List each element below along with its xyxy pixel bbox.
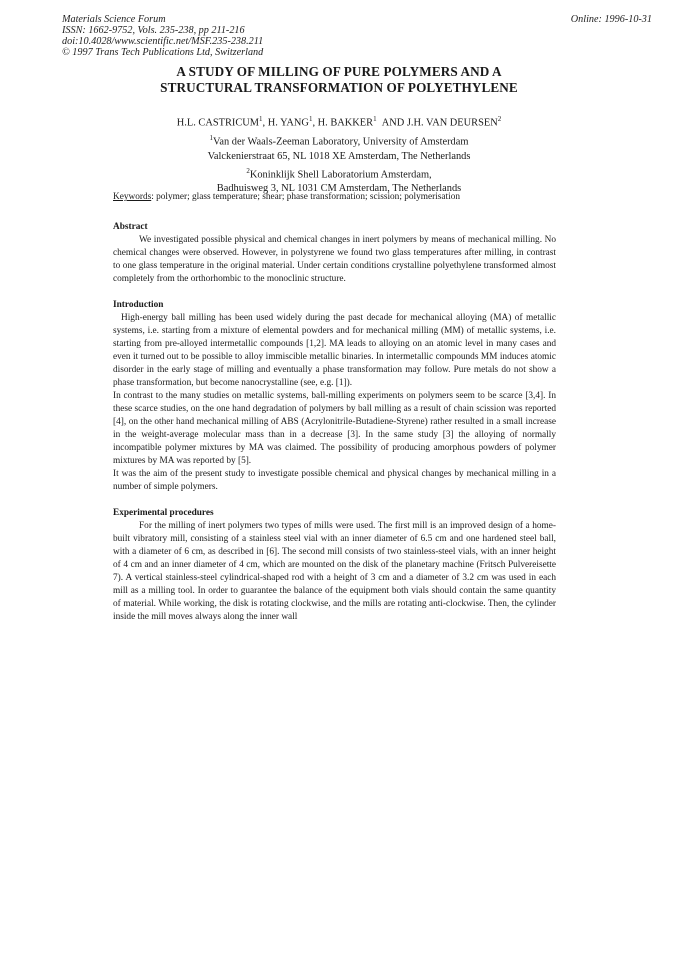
copyright-line: © 1997 Trans Tech Publications Ltd, Switzerland — [62, 47, 264, 58]
author-name: AND J.H. VAN DEURSEN — [381, 117, 498, 129]
author-name: H.L. CASTRICUM — [176, 117, 260, 129]
paper-title — [100, 64, 578, 96]
author-separator: , — [312, 117, 318, 129]
affiliation-2-address: Badhuisweg 3, NL 1031 CM Amsterdam, The Netherlands — [216, 183, 462, 195]
affiliation-mark: 1 — [373, 115, 377, 123]
introduction-paragraph-3: It was the aim of the present study to investigate possible chemical and physical changes by mechanical milling in a number of simple polymers. — [113, 469, 556, 492]
issn-line: ISSN: 1662-9752, Vols. 235-238, pp 211-216 — [62, 25, 245, 36]
experimental-heading: Experimental procedures — [113, 508, 214, 518]
abstract-heading: Abstract — [113, 222, 148, 232]
affiliation-mark: 2 — [497, 115, 502, 123]
author-block — [100, 112, 578, 196]
title-line-1: A STUDY OF MILLING OF PURE POLYMERS AND A — [176, 64, 502, 79]
keywords-text: : polymer; glass temperature; shear; phase transformation; scission; polymerisation — [151, 192, 461, 202]
affiliation-1-name: Van der Waals-Zeeman Laboratory, University of Amsterdam — [213, 136, 469, 148]
keywords-label: Keywords — [113, 192, 152, 202]
introduction-paragraph-1: High-energy ball milling has been used widely during the past decade for mechanical alloying (MA) of metallic systems, i.e. starting from a mixture of elemental powders and for mechanical milling (MM) of metallic systems, i.e. starting from pre-alloyed intermetallic compounds [1,2]. MA leads to alloying on an atomic level in many cases and even it turned out to be possible to alloy immiscible metallic binaries. In intermetallic compounds MM induces atomic disorder in the early stage of milling and eventually a phase transformation may follow. Pure metals do not show a phase transformation, but become nanocrystalline (see, e.g. [1]). — [113, 313, 556, 388]
affiliation-2-name: Koninklijk Shell Laboratorium Amsterdam, — [249, 169, 432, 181]
experimental-paragraph-1: For the milling of inert polymers two types of mills were used. The first mill is an improved design of a home-built vibratory mill, consisting of a stainless steel vial with an inner diameter of 6.5 cm and one hardened steel ball, with a diameter of 6 cm, as described in [6]. The second mill consists of two stainless-steel vials, with an inner height of 4 cm and an inner diameter of 4 cm, which are mounted on the disk of the planetary machine (Fritsch Pulvereisette 7). A vertical stainless-steel cylindrical-shaped rod with a height of 3 cm and a diameter of 3.2 cm was used in each mill as a milling tool. In order to guarantee the balance of the equipment both vials should contain the same quantity of material. While working, the disk is rotating clockwise, and the mills are rotating anti-clockwise. Then, the cylinder inside the mill moves always along the inner wall — [113, 521, 556, 622]
author-name: H. BAKKER — [317, 117, 374, 129]
affiliation-2 — [100, 164, 578, 182]
section-gap — [113, 286, 556, 299]
section-gap — [113, 494, 556, 507]
author-list — [100, 112, 578, 130]
journal-name: Materials Science Forum — [62, 14, 166, 25]
author-name: H. YANG — [267, 117, 309, 129]
abstract-text: We investigated possible physical and chemical changes in inert polymers by means of mechanical milling. No chemical changes were observed. However, in polystyrene we found two glass temperatures after milling, in contrast to one glass temperature in the original material. Under certain conditions crystalline polyethylene transformed almost completely from the orthorhombic to the monoclinic structure. — [113, 235, 556, 284]
affiliation-mark: 1 — [209, 134, 214, 143]
affiliation-mark: 2 — [246, 166, 250, 175]
author-separator: , — [262, 117, 268, 129]
affiliation-mark: 1 — [259, 115, 263, 123]
title-line-2: STRUCTURAL TRANSFORMATION OF POLYETHYLENE — [160, 80, 518, 95]
affiliation-1 — [100, 131, 578, 149]
paper-body — [113, 191, 556, 624]
keywords-line — [113, 191, 556, 204]
online-date: Online: 1996-10-31 — [570, 14, 652, 25]
doi-line: doi:10.4028/www.scientific.net/MSF.235-238.211 — [62, 36, 264, 47]
affiliation-mark: 1 — [308, 115, 313, 123]
affiliation-1-address: Valckenierstraat 65, NL 1018 XE Amsterdam, The Netherlands — [207, 150, 471, 162]
page-header — [62, 14, 652, 58]
introduction-paragraph-2: In contrast to the many studies on metallic systems, ball-milling experiments on polymers seem to be scarce [3,4]. In these scarce studies, on the one hand degradation of polymers by ball milling as a result of chain scission was reported [4], on the other hand mechanical milling of ABS (Acrylonitrile-Butadiene-Styrene) rather resulted in a small increase in the weight-average molecular mass than in a decrease [3]. In the same study [3] the alloying of normally incompatible polymer mixtures by MA was claimed. The possibility of producing amorphous powders of polymer mixtures by MA was reported by [5]. — [113, 391, 556, 466]
introduction-heading: Introduction — [113, 300, 164, 310]
